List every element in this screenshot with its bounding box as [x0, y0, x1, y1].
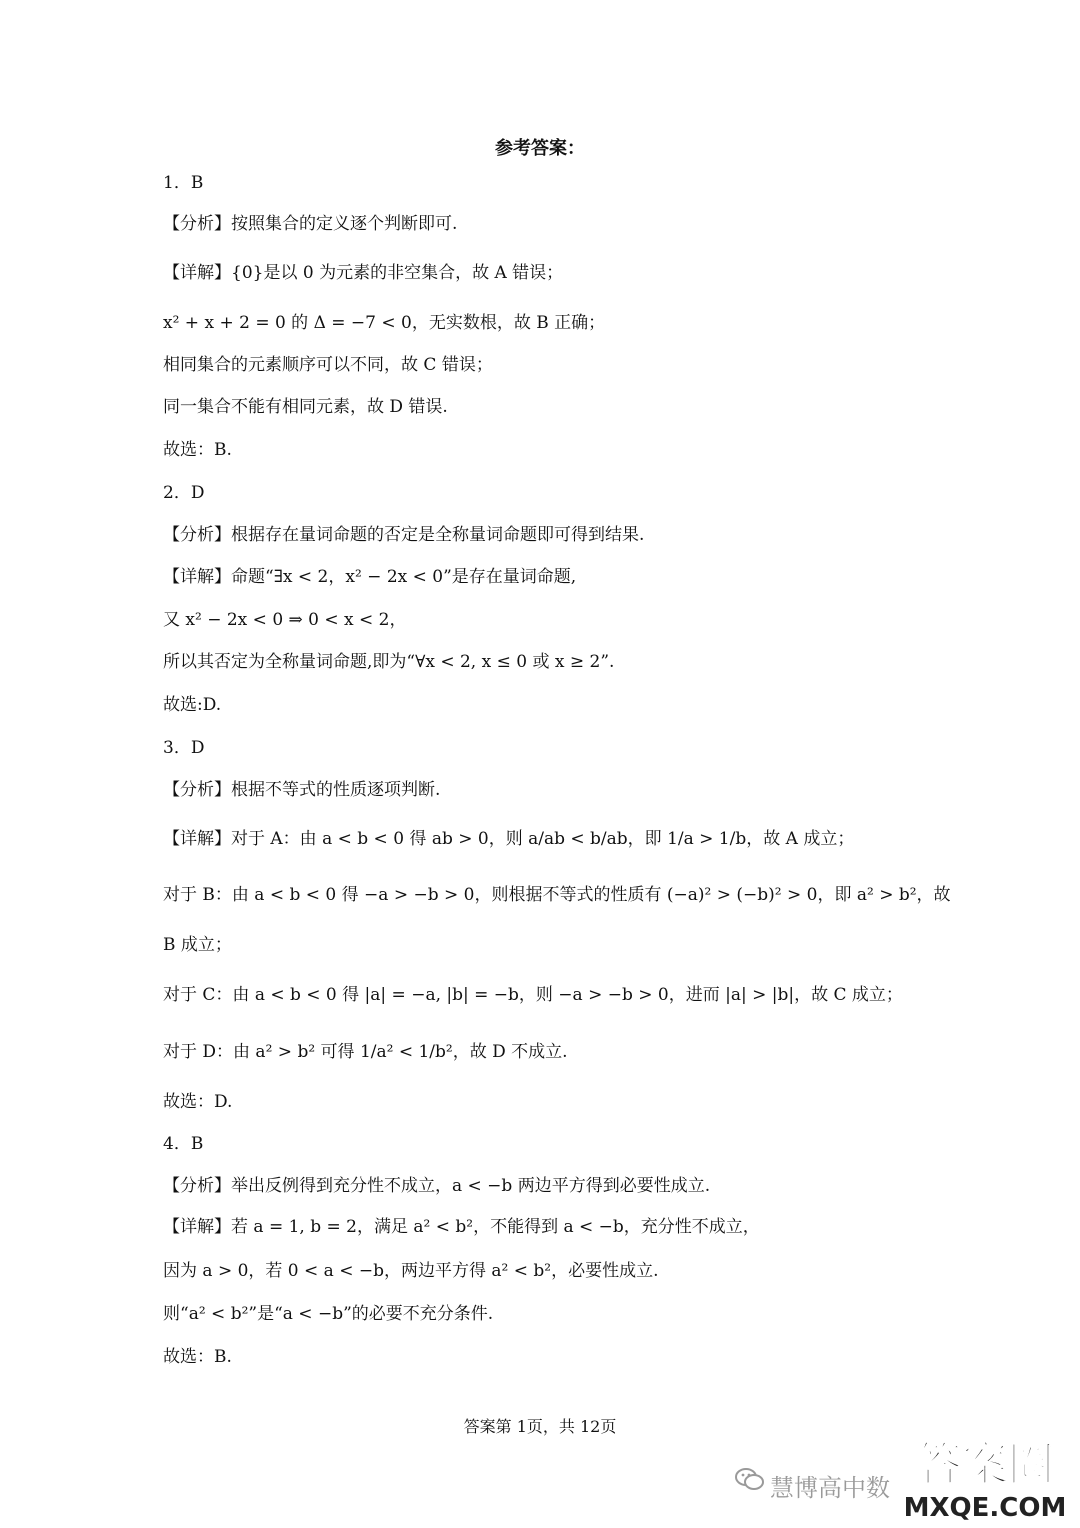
answer-1-line-b: x² + x + 2 = 0 的 Δ = −7 < 0，无实数根，故 B 正确；	[163, 313, 606, 333]
answer-3-detail-d: 对于 D：由 a² > b² 可得 1/a² < 1/b²，故 D 不成立.	[163, 1042, 568, 1062]
answer-3-detail-a: 【详解】对于 A：由 a < b < 0 得 ab > 0，则 a/ab < b/ab，即 1/a > 1/b，故 A 成立；	[163, 829, 855, 849]
answer-3-number: 3．D	[163, 738, 205, 758]
answer-4-number: 4．B	[163, 1134, 204, 1154]
svg-text:MXQE.COM: MXQE.COM	[903, 1493, 1067, 1523]
answer-4-line-3: 则“a² < b²”是“a < −b”的必要不充分条件.	[163, 1304, 494, 1324]
watermark-account: 慧博高中数	[770, 1474, 890, 1502]
answer-4-detail: 【详解】若 a = 1, b = 2，满足 a² < b²，不能得到 a < −b，充分性不成立，	[163, 1217, 760, 1237]
answer-circle-logo	[895, 1428, 1075, 1527]
answer-2-detail: 【详解】命题“∃x < 2，x² − 2x < 0”是存在量词命题,	[163, 567, 577, 587]
answer-2-analysis: 【分析】根据存在量词命题的否定是全称量词命题即可得到结果.	[163, 525, 645, 545]
wechat-icon	[735, 1466, 765, 1496]
answer-2-line-2: 又 x² − 2x < 0 ⇒ 0 < x < 2，	[163, 610, 407, 630]
answer-3-detail-b-cont: B 成立；	[163, 935, 232, 955]
answer-3-detail-c: 对于 C：由 a < b < 0 得 |a| = −a, |b| = −b，则 −a > −b > 0，进而 |a| > |b|，故 C 成立；	[163, 985, 903, 1005]
answer-1-number: 1．B	[163, 173, 204, 193]
svg-text:答案圈: 答案圈	[916, 1437, 1054, 1491]
answer-3-detail-b: 对于 B：由 a < b < 0 得 −a > −b > 0，则根据不等式的性质有 (−a)² > (−b)² > 0，即 a² > b²，故	[163, 885, 951, 905]
answer-4-line-2: 因为 a > 0，若 0 < a < −b，两边平方得 a² < b²，必要性成立.	[163, 1261, 659, 1281]
page-title: 参考答案：	[495, 138, 585, 159]
answer-1-detail: 【详解】{0}是以 0 为元素的非空集合，故 A 错误；	[163, 263, 564, 283]
answer-1-choice: 故选：B.	[163, 440, 232, 460]
answer-1-line-d: 同一集合不能有相同元素，故 D 错误.	[163, 397, 448, 417]
answer-1-line-c: 相同集合的元素顺序可以不同，故 C 错误；	[163, 355, 493, 375]
answer-4-choice: 故选：B.	[163, 1347, 232, 1367]
answer-1-analysis: 【分析】按照集合的定义逐个判断即可.	[163, 214, 458, 234]
answer-3-analysis: 【分析】根据不等式的性质逐项判断.	[163, 780, 441, 800]
answer-2-number: 2．D	[163, 483, 205, 503]
page-footer: 答案第 1页，共 12页	[463, 1417, 617, 1436]
answer-3-choice: 故选：D.	[163, 1092, 233, 1112]
answer-2-choice: 故选:D.	[163, 695, 222, 715]
answer-2-line-3: 所以其否定为全称量词命题,即为“∀x < 2, x ≤ 0 或 x ≥ 2”.	[163, 652, 615, 672]
answer-4-analysis: 【分析】举出反例得到充分性不成立，a < −b 两边平方得到必要性成立.	[163, 1176, 711, 1196]
